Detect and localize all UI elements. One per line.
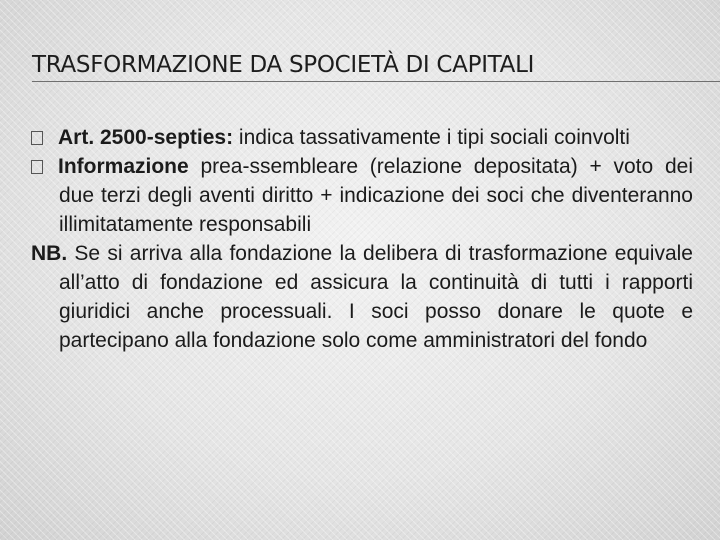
checkbox-square-icon <box>31 131 43 145</box>
note-label: NB. <box>31 242 68 265</box>
bullet-text: prea-ssembleare (relazione depositata) + voto dei due terzi degli aventi diritto + indicazione dei soci che diventeranno illimitatamente responsabili <box>59 155 693 236</box>
bullet-text: indica tassativamente i tipi sociali coinvolti <box>233 126 630 149</box>
slide-title: TRASFORMAZIONE DA SPOCIETÀ DI CAPITALI <box>32 52 535 78</box>
bullet-bold-text: Art. 2500-septies: <box>58 126 234 149</box>
slide-content <box>31 123 693 355</box>
bullet-item-informazione <box>31 152 693 239</box>
title-underline <box>32 81 720 82</box>
note-text: Se si arriva alla fondazione la delibera di trasformazione equivale all’atto di fondazione ed assicura la continuità di tutti i rapporti giuridici anche processuali. I soci posso donare le quote e partecipano alla fondazione solo come amministratori del fondo <box>59 242 693 352</box>
checkbox-square-icon <box>31 160 43 174</box>
bullet-item-art-2500-septies <box>31 123 693 152</box>
bullet-bold-text: Informazione <box>58 155 189 178</box>
note-paragraph <box>31 239 693 355</box>
